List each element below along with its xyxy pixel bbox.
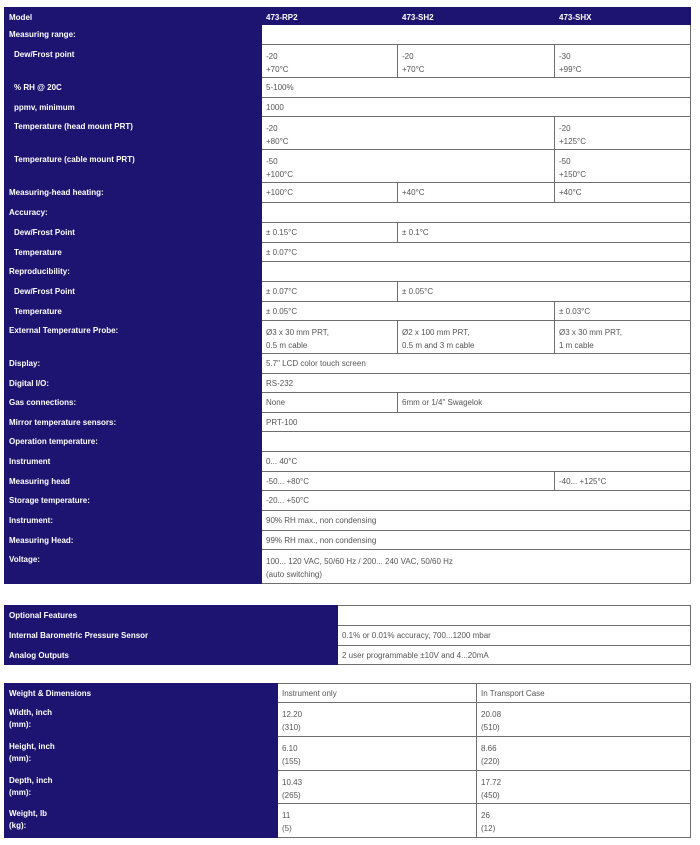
table-row [5,282,691,302]
depth-instrument: 10.43 (265) [278,771,477,804]
acc-temp-value: ± 0.07°C [262,243,691,262]
voltage-value: 100... 120 VAC, 50/60 Hz / 200... 240 VAC, 50/60 Hz (auto switching) [262,550,691,584]
temp-head-label: Temperature (head mount PRT) [5,117,262,150]
ext-probe-label: External Temperature Probe: [5,321,262,354]
baro-value: 0.1% or 0.01% accuracy, 700...1200 mbar [338,626,691,646]
ppmv-label: ppmv, minimum [5,98,262,117]
ext-probe-shx: Ø3 x 30 mm PRT, 1 m cable [555,321,691,354]
st-head-label: Measuring Head: [5,531,262,550]
header-473-rp2: 473-RP2 [262,8,398,25]
weight-instrument: 11 (5) [278,804,477,838]
op-instrument-label: Instrument [5,452,262,472]
mirror-label: Mirror temperature sensors: [5,413,262,432]
table-row [5,78,691,98]
table-row [5,771,691,804]
rh-value: 5-100% [262,78,691,98]
depth-case: 17.72 (450) [477,771,691,804]
head-heating-sh2: +40°C [398,183,555,203]
width-case: 20.08 (510) [477,703,691,737]
table-row [5,302,691,321]
head-heating-label: Measuring-head heating: [5,183,262,203]
rep-dew-value-a: ± 0.07°C [262,282,398,302]
header-473-shx: 473-SHX [555,8,691,25]
optional-features-table [4,605,691,665]
table-row [5,203,691,223]
table-row [5,626,691,646]
baro-label: Internal Barometric Pressure Sensor [5,626,338,646]
acc-dew-value-a: ± 0.15°C [262,223,398,243]
table-row [5,374,691,393]
table-row [5,98,691,117]
table-row [5,243,691,262]
rep-temp-value-a: ± 0.05°C [262,302,555,321]
storage-label: Storage temperature: [5,491,262,511]
dew-frost-shx-value: -30 +99°C [555,45,691,78]
ext-probe-rp2: Ø3 x 30 mm PRT, 0.5 m cable [262,321,398,354]
width-instrument: 12.20 (310) [278,703,477,737]
st-instrument-label: Instrument: [5,511,262,531]
weight-case: 26 (12) [477,804,691,838]
header-model: Model [5,8,262,25]
table-row [5,550,691,584]
rep-dew-value-b: ± 0.05°C [398,282,691,302]
analog-label: Analog Outputs [5,646,338,665]
acc-dew-label: Dew/Frost Point [5,223,262,243]
voltage-label: Voltage: [5,550,262,584]
dew-frost-sh2-value: -20 +70°C [398,45,555,78]
gas-value-b: 6mm or 1/4" Swagelok [398,393,691,413]
table-row [5,393,691,413]
rep-dew-label: Dew/Frost Point [5,282,262,302]
operation-label: Operation temperature: [5,432,262,452]
reproducibility-label: Reproducibility: [5,262,262,282]
table-row [5,223,691,243]
digital-io-label: Digital I/O: [5,374,262,393]
display-value: 5.7" LCD color touch screen [262,354,691,374]
table-row [5,491,691,511]
temp-cable-label: Temperature (cable mount PRT) [5,150,262,183]
measuring-range-label: Measuring range: [5,25,262,45]
op-head-value-b: -40... +125°C [555,472,691,491]
height-instrument: 6.10 (155) [278,737,477,771]
ppmv-value: 1000 [262,98,691,117]
gas-value-a: None [262,393,398,413]
rep-temp-label: Temperature [5,302,262,321]
weight-label: Weight, lb (kg): [5,804,278,838]
height-case: 8.66 (220) [477,737,691,771]
weights-title: Weight & Dimensions [5,684,278,703]
table-row [5,45,691,78]
table-row [5,472,691,491]
digital-io-value: RS-232 [262,374,691,393]
instrument-only-header: Instrument only [278,684,477,703]
temp-head-value-b: -20 +125°C [555,117,691,150]
head-heating-shx: +40°C [555,183,691,203]
table-row [5,646,691,665]
op-instrument-value: 0... 40°C [262,452,691,472]
op-head-label: Measuring head [5,472,262,491]
acc-temp-label: Temperature [5,243,262,262]
width-label: Width, inch (mm): [5,703,278,737]
mirror-value: PRT-100 [262,413,691,432]
rep-temp-value-b: ± 0.03°C [555,302,691,321]
table-row [5,117,691,150]
temp-cable-value-b: -50 +150°C [555,150,691,183]
st-instrument-value: 90% RH max., non condensing [262,511,691,531]
storage-value: -20... +50°C [262,491,691,511]
acc-dew-value-b: ± 0.1°C [398,223,691,243]
table-row [5,150,691,183]
table-row [5,511,691,531]
table-row [5,183,691,203]
table-header-row [5,606,691,626]
dew-frost-rp2-value: -20 +70°C [262,45,398,78]
gas-label: Gas connections: [5,393,262,413]
weight-dimensions-table [4,683,691,838]
analog-value: 2 user programmable ±10V and 4...20mA [338,646,691,665]
table-header-row [5,684,691,703]
table-row [5,262,691,282]
table-header-row [5,8,691,25]
table-row [5,354,691,374]
table-row [5,452,691,472]
table-row [5,703,691,737]
optional-features-title: Optional Features [5,606,338,626]
display-label: Display: [5,354,262,374]
table-row [5,531,691,550]
table-row [5,321,691,354]
depth-label: Depth, inch (mm): [5,771,278,804]
table-row [5,737,691,771]
header-473-sh2: 473-SH2 [398,8,555,25]
accuracy-label: Accuracy: [5,203,262,223]
table-row [5,432,691,452]
temp-head-value-a: -20 +80°C [262,117,555,150]
op-head-value-a: -50... +80°C [262,472,555,491]
specifications-table [4,7,691,584]
ext-probe-sh2: Ø2 x 100 mm PRT, 0.5 m and 3 m cable [398,321,555,354]
height-label: Height, inch (mm): [5,737,278,771]
temp-cable-value-a: -50 +100°C [262,150,555,183]
head-heating-rp2: +100°C [262,183,398,203]
dew-frost-point-label: Dew/Frost point [5,45,262,78]
rh-label: % RH @ 20C [5,78,262,98]
table-row [5,25,691,45]
table-row [5,413,691,432]
table-row [5,804,691,838]
transport-case-header: In Transport Case [477,684,691,703]
st-head-value: 99% RH max., non condensing [262,531,691,550]
